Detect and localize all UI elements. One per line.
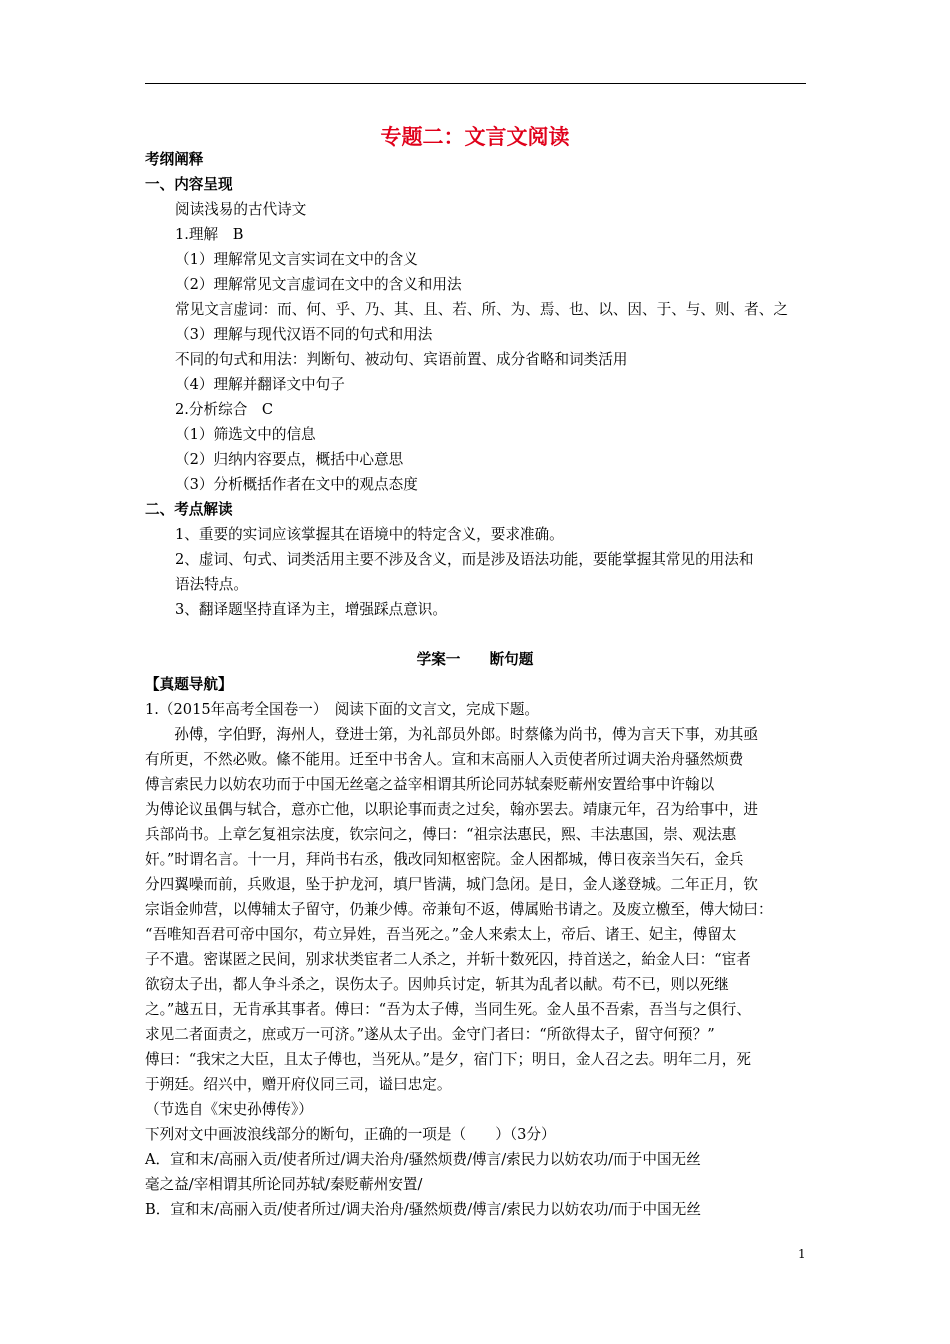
- page-title: 专题二：文言文阅读: [380, 125, 570, 149]
- content-line: 常见文言虚词：而、何、乎、乃、其、且、若、所、为、焉、也、以、因、于、与、则、者、之: [175, 301, 788, 318]
- content-line: （2）理解常见文言虚词在文中的含义和用法: [175, 276, 462, 293]
- passage-line: 有所更，不然必败。絛不能用。迁至中书舍人。宣和末高丽人入贡使者所过调夫治舟骚然烦费: [145, 751, 744, 768]
- analysis-line: 2、虚词、句式、词类活用主要不涉及含义，而是涉及语法功能，要能掌握其常见的用法和: [175, 551, 754, 568]
- section-heading-content: 一、内容呈现: [145, 176, 233, 193]
- passage-line: 为傅论议虽偶与轼合，意亦亡他，以职论事而责之过矣，翰亦罢去。靖康元年，召为给事中，进: [145, 801, 758, 818]
- passage-line: 于朔廷。绍兴中，赠开府仪同三司，谥曰忠定。: [145, 1076, 452, 1093]
- passage-line: 子不遣。密谋匿之民间，别求状类宦者二人杀之，并斩十数死囚，持首送之，紿金人曰：“宦者: [145, 951, 751, 968]
- source-note: （节选自《宋史孙傅传》）: [145, 1101, 313, 1118]
- passage-line: 奸。”时谓名言。十一月，拜尚书右丞，俄改同知枢密院。金人困都城，傅日夜亲当矢石，金兵: [145, 851, 744, 868]
- passage-line: 傅曰：“我宋之大臣，且太子傅也，当死从。”是夕，宿门下；明日，金人召之去。明年二月，死: [145, 1051, 751, 1068]
- outline-heading: 考纲阐释: [145, 151, 204, 168]
- passage-line: 分四翼噪而前，兵败退，坠于护龙河，填尸皆满，城门急闭。是日，金人遂登城。二年正月，钦: [145, 876, 758, 893]
- content-line: （1）理解常见文言实词在文中的含义: [175, 251, 418, 268]
- option-line: B．宣和末/高丽入贡/使者所过/调夫治舟/骚然烦费/傅言/索民力以妨农功/而于中国无丝: [145, 1201, 701, 1218]
- passage-line: 欲窃太子出，都人争斗杀之，误伤太子。因帅兵讨定，斩其为乱者以献。苟不已，则以死继: [145, 976, 729, 993]
- content-line: （3）理解与现代汉语不同的句式和用法: [175, 326, 433, 343]
- option-line: 毫之益/宰相谓其所论同苏轼/秦贬蕲州安置/: [145, 1176, 423, 1193]
- content-line: 1.理解 B: [175, 226, 244, 243]
- analysis-line: 语法特点。: [175, 576, 248, 593]
- passage-line: 傅言索民力以妨农功而于中国无丝毫之益宰相谓其所论同苏轼秦贬蕲州安置给事中许翰以: [145, 776, 715, 793]
- case-title: 学案一 断句题: [416, 651, 534, 668]
- analysis-line: 3、翻译题坚持直译为主，增强踩点意识。: [175, 601, 447, 618]
- page-number: 1: [798, 1247, 806, 1261]
- passage-line: 兵部尚书。上章乞复祖宗法度，钦宗问之，傅曰：“祖宗法惠民，熙、丰法惠国，崇、观法惠: [145, 826, 737, 843]
- content-line: 2.分析综合 C: [175, 401, 274, 418]
- passage-line: 之。”越五日，无肯承其事者。傅曰：“吾为太子傅，当同生死。金人虽不吾索，吾当与之俱行、: [145, 1001, 751, 1018]
- content-line: （3）分析概括作者在文中的观点态度: [175, 476, 418, 493]
- content-line: （1）筛选文中的信息: [175, 426, 316, 443]
- passage-line: 求见二者面责之，庶或万一可济。”遂从太子出。金守门者曰：“所欲得太子，留守何预？”: [145, 1026, 715, 1043]
- passage-line: “吾唯知吾君可帝中国尔，苟立异姓，吾当死之。”金人来索太上，帝后、诸王、妃主，傅留太: [145, 926, 737, 943]
- header-rule: [145, 83, 806, 84]
- passage-line: 宗诣金帅营，以傅辅太子留守，仍兼少傅。帝兼旬不返，傅属贻书请之。及废立檄至，傅大恸曰：: [145, 901, 773, 918]
- nav-heading: 【真题导航】: [145, 676, 233, 693]
- option-line: A．宣和末/高丽入贡/使者所过/调夫治舟/骚然烦费/傅言/索民力以妨农功/而于中国无丝: [145, 1151, 701, 1168]
- analysis-line: 1、重要的实词应该掌握其在语境中的特定含义，要求准确。: [175, 526, 564, 543]
- content-line: 阅读浅易的古代诗文: [175, 201, 307, 218]
- question-stem: 下列对文中画波浪线部分的断句，正确的一项是（ ）（3分）: [145, 1126, 556, 1143]
- content-line: （4）理解并翻译文中句子: [175, 376, 345, 393]
- content-line: （2）归纳内容要点，概括中心意思: [175, 451, 404, 468]
- content-line: 不同的句式和用法：判断句、被动句、宾语前置、成分省略和词类活用: [175, 351, 628, 368]
- passage-line: 孙傅，字伯野，海州人，登进士第，为礼部员外郎。时蔡絛为尚书，傅为言天下事，劝其亟: [145, 726, 758, 743]
- section-heading-analysis: 二、考点解读: [145, 501, 233, 518]
- question-intro: 1.（2015年高考全国卷一） 阅读下面的文言文，完成下题。: [145, 701, 540, 718]
